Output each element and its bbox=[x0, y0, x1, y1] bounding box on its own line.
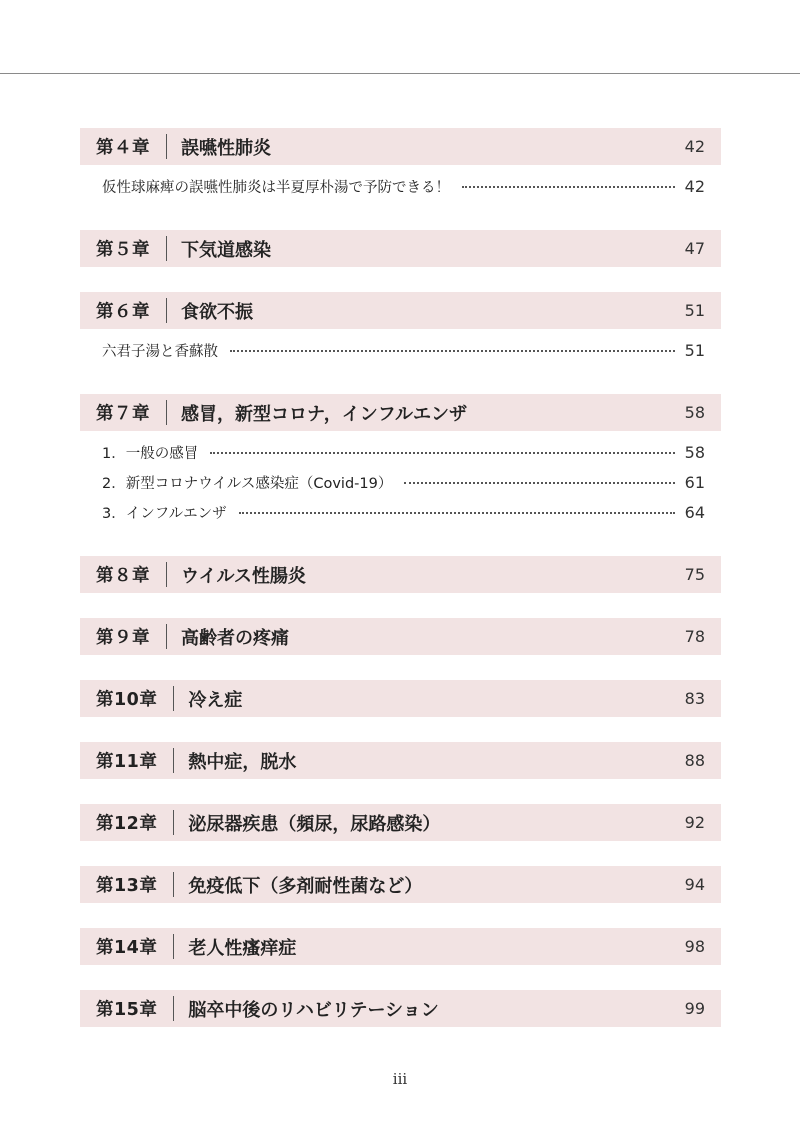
section-page-number: 64 bbox=[684, 503, 705, 522]
section-page-number: 51 bbox=[684, 341, 705, 360]
section-page-number: 58 bbox=[684, 443, 705, 462]
chapter-title: 下気道感染 bbox=[181, 239, 271, 261]
chapter-divider bbox=[166, 134, 167, 159]
chapter-title: 冷え症 bbox=[188, 689, 243, 711]
chapter-heading[interactable] bbox=[80, 618, 721, 655]
chapter-divider bbox=[173, 686, 174, 711]
chapter-page-number: 78 bbox=[684, 627, 705, 646]
section-title: 2．新型コロナウイルス感染症（Covid-19） bbox=[102, 476, 393, 492]
chapter-page-number: 75 bbox=[684, 565, 705, 584]
chapter-heading[interactable] bbox=[80, 742, 721, 779]
chapter-page-number: 94 bbox=[684, 875, 705, 894]
section-entry[interactable] bbox=[80, 498, 721, 528]
chapter-heading[interactable] bbox=[80, 128, 721, 165]
page-folio: iii bbox=[392, 1070, 408, 1088]
chapter-divider bbox=[173, 934, 174, 959]
chapter-title: 熱中症，脱水 bbox=[188, 751, 297, 773]
chapter-divider bbox=[166, 562, 167, 587]
section-entry[interactable] bbox=[80, 336, 721, 366]
chapter-number: 第13章 bbox=[96, 876, 158, 896]
chapter-page-number: 99 bbox=[684, 999, 705, 1018]
section-list bbox=[80, 329, 721, 366]
section-entry[interactable] bbox=[80, 172, 721, 202]
chapter-divider bbox=[166, 400, 167, 425]
section-title: 六君子湯と香蘇散 bbox=[102, 344, 218, 360]
chapter-heading[interactable] bbox=[80, 394, 721, 431]
chapter-number: 第９章 bbox=[96, 628, 150, 648]
chapter-number: 第８章 bbox=[96, 566, 150, 586]
chapter-title: 高齢者の疼痛 bbox=[181, 627, 289, 649]
chapter-heading[interactable] bbox=[80, 990, 721, 1027]
chapter-page-number: 42 bbox=[684, 137, 705, 156]
chapter-number: 第５章 bbox=[96, 240, 150, 260]
chapter-page-number: 47 bbox=[684, 239, 705, 258]
chapter-page-number: 88 bbox=[684, 751, 705, 770]
chapter-number: 第４章 bbox=[96, 138, 150, 158]
chapter-divider bbox=[173, 810, 174, 835]
section-entry[interactable] bbox=[80, 468, 721, 498]
table-of-contents bbox=[80, 128, 721, 1052]
section-entry[interactable] bbox=[80, 438, 721, 468]
dot-leader bbox=[404, 482, 674, 484]
section-title: 3．インフルエンザ bbox=[102, 506, 227, 522]
chapter-title: ウイルス性腸炎 bbox=[181, 565, 306, 587]
chapter-heading[interactable] bbox=[80, 230, 721, 267]
chapter-number: 第７章 bbox=[96, 404, 150, 424]
chapter-page-number: 98 bbox=[684, 937, 705, 956]
chapter-title: 免疫低下（多剤耐性菌など） bbox=[188, 875, 423, 897]
section-list bbox=[80, 431, 721, 528]
chapter-heading[interactable] bbox=[80, 680, 721, 717]
chapter-title: 感冒，新型コロナ，インフルエンザ bbox=[181, 403, 468, 425]
chapter-divider bbox=[173, 872, 174, 897]
chapter-title: 泌尿器疾患（頻尿，尿路感染） bbox=[188, 813, 441, 835]
chapter-title: 老人性瘙痒症 bbox=[188, 937, 297, 959]
chapter-page-number: 51 bbox=[684, 301, 705, 320]
chapter-number: 第６章 bbox=[96, 302, 150, 322]
chapter-page-number: 92 bbox=[684, 813, 705, 832]
chapter-title: 食欲不振 bbox=[181, 301, 253, 323]
chapter-page-number: 58 bbox=[684, 403, 705, 422]
dot-leader bbox=[210, 452, 674, 454]
chapter-number: 第11章 bbox=[96, 752, 158, 772]
chapter-heading[interactable] bbox=[80, 866, 721, 903]
section-title: 1．一般の感冒 bbox=[102, 446, 199, 462]
chapter-number: 第10章 bbox=[96, 690, 158, 710]
chapter-heading[interactable] bbox=[80, 292, 721, 329]
chapter-title: 誤嚥性肺炎 bbox=[181, 137, 271, 159]
chapter-divider bbox=[173, 996, 174, 1021]
chapter-heading[interactable] bbox=[80, 928, 721, 965]
chapter-number: 第14章 bbox=[96, 938, 158, 958]
dot-leader bbox=[239, 512, 675, 514]
dot-leader bbox=[462, 186, 675, 188]
chapter-divider bbox=[166, 236, 167, 261]
chapter-heading[interactable] bbox=[80, 804, 721, 841]
section-page-number: 61 bbox=[684, 473, 705, 492]
dot-leader bbox=[230, 350, 675, 352]
chapter-divider bbox=[166, 624, 167, 649]
section-list bbox=[80, 165, 721, 202]
chapter-number: 第15章 bbox=[96, 1000, 158, 1020]
chapter-number: 第12章 bbox=[96, 814, 158, 834]
section-title: 仮性球麻痺の誤嚥性肺炎は半夏厚朴湯で予防できる！ bbox=[102, 180, 450, 196]
chapter-title: 脳卒中後のリハビリテーション bbox=[188, 999, 439, 1021]
chapter-divider bbox=[173, 748, 174, 773]
chapter-divider bbox=[166, 298, 167, 323]
header-rule bbox=[0, 73, 800, 74]
section-page-number: 42 bbox=[684, 177, 705, 196]
chapter-page-number: 83 bbox=[684, 689, 705, 708]
chapter-heading[interactable] bbox=[80, 556, 721, 593]
